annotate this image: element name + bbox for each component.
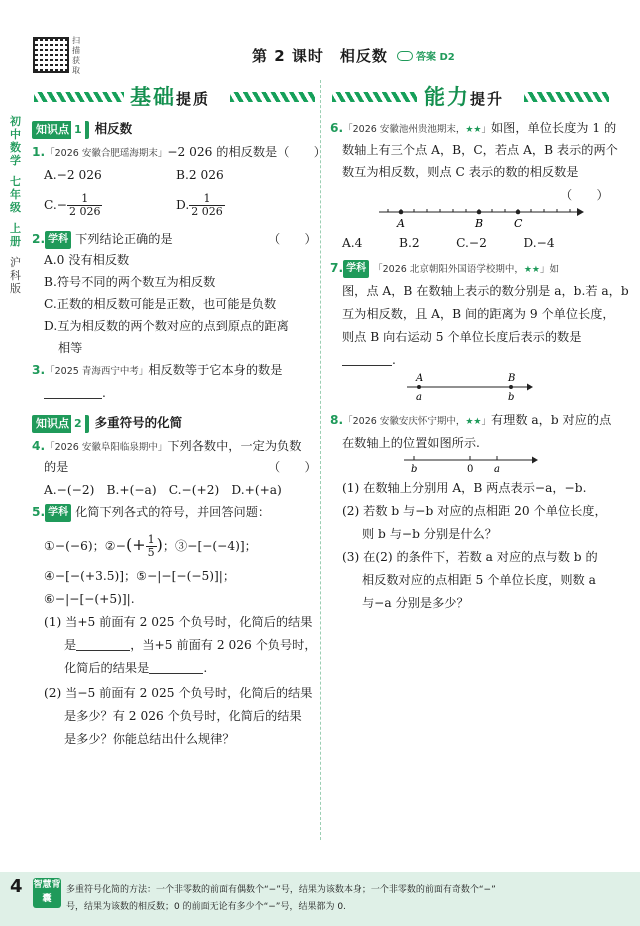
q6-options[interactable]: A.4 B.2 C.−2 D.−4: [342, 236, 555, 250]
q7-number-line: [405, 370, 535, 404]
kp1-badge: 知识点 1: [32, 121, 89, 139]
q5-part1-line3[interactable]: 化简后的结果是 .: [64, 661, 208, 675]
q6-stem: 6.「2026 安徽池州贵池期末，★★」如图，单位长度为 1 的: [330, 121, 617, 135]
q7-label-b: b: [508, 392, 515, 403]
q5-part2-line3: 是多少？你能总结出什么规律？: [64, 732, 235, 746]
band-advance-main: 能力: [424, 85, 470, 109]
q1-option-c[interactable]: C.− $\frac{1}{2 026}$: [44, 192, 101, 218]
q5-row2: ④−[−(+3.5)]；⑤−|−[−(−5)]|；: [44, 569, 236, 583]
q7-line2: 图，点 A，B 在数轴上表示的数分别是 a，b.若 a，b: [342, 284, 629, 298]
band-advance: [328, 80, 613, 114]
q7-point-a: [417, 385, 421, 389]
q1-option-a[interactable]: A.−2 026: [44, 168, 102, 182]
band-basic-title: [130, 81, 210, 111]
q8-line2: 在数轴上的位置如图所示.: [342, 436, 480, 450]
q5-part1-line1: (1) 当+5 前面有 2 025 个负号时，化简后的结果: [44, 615, 313, 629]
q8-part2-line2: 则 b 与−b 分别是什么？: [362, 527, 497, 541]
q7-stem: 7. 学科 「2026 北京朝阳外国语学校期中，★★」如: [330, 259, 559, 279]
side-grade: 初中数学: [10, 115, 21, 167]
q8-part1: (1) 在数轴上分别用 A，B 两点表示−a，−b.: [342, 481, 587, 495]
q6-label-b: B: [475, 217, 484, 230]
footer-tip-line1: 多重符号化简的方法：一个非零数的前面有偶数个“−”号，结果为该数本身；一个非零数的前面有奇数个“−”: [66, 885, 496, 895]
q6-number-line: [375, 200, 585, 230]
q6-label-a: A: [397, 217, 405, 230]
q2-answer-paren[interactable]: （ ）: [268, 232, 317, 246]
q5-part2-line2: 是多少？有 2 026 个负号时，化简后的结果: [64, 709, 302, 723]
q2-option-a[interactable]: A.0 没有相反数: [44, 253, 130, 267]
q6-point-c: [516, 210, 521, 215]
q5-row1: ①−(−6)；②−(+ $\frac{1}{5}$ )；③−[−(−4)]；: [44, 533, 257, 559]
band-basic: [30, 80, 315, 114]
side-volume: 上册: [10, 222, 21, 248]
q2-option-b[interactable]: B.符号不同的两个数互为相反数: [44, 275, 216, 289]
q7-line4: 则点 B 向右运动 5 个单位长度后表示的数是: [342, 330, 582, 344]
band-basic-main: 基础: [130, 85, 176, 109]
q5-part1-line2[interactable]: 是 ，当+5 前面有 2 026 个负号时，: [64, 638, 317, 652]
q8-label-a: a: [494, 464, 500, 475]
q6-point-a: [399, 210, 404, 215]
footer-tip: [66, 882, 626, 916]
q3-stem: 3.「2025 青海西宁中考」相反数等于它本身的数是: [32, 363, 283, 377]
footer-tip-line2: 号，结果为该数的相反数；0 的前面无论有多少个“−”号，结果都为 0.: [66, 902, 346, 912]
band-basic-sub: 提质: [176, 90, 211, 108]
q4-options[interactable]: A.−(−2) B.+(−a) C.−(+2) D.+(+a): [44, 483, 282, 497]
q7-label-B: B: [508, 373, 516, 384]
q8-part3-line1: (3) 在(2) 的条件下，若数 a 对应的点与数 b 的: [342, 550, 598, 564]
q8-label-zero: 0: [467, 464, 474, 475]
column-divider: [320, 80, 321, 840]
kp2-heading: [32, 414, 182, 433]
q4-stem-cont: 的是: [44, 460, 69, 474]
q1-stem: 1.「2026 安徽合肥瑶海期末」−2 026 的相反数是（ ）: [32, 145, 326, 159]
q6-line2: 数轴上有三个点 A，B，C，若点 A，B 表示的两个: [342, 143, 618, 157]
q5-stem: 5. 学科 化简下列各式的符号，并回答问题：: [32, 503, 270, 522]
q5-part2-line1: (2) 当−5 前面有 2 025 个负号时，化简后的结果: [44, 686, 313, 700]
q2-option-c[interactable]: C.正数的相反数可能是正数，也可能是负数: [44, 297, 277, 311]
q6-answer-paren[interactable]: （ ）: [560, 188, 609, 202]
q7-answer-line[interactable]: .: [342, 351, 396, 369]
side-edition: 沪科版: [10, 256, 21, 295]
q4-answer-paren[interactable]: （ ）: [268, 460, 317, 474]
kp1-heading: [32, 120, 132, 139]
kp2-title: 多重符号的化简: [94, 415, 183, 430]
band-stripes-left: [34, 92, 124, 102]
q1-option-b[interactable]: B.2 026: [176, 168, 224, 182]
q8-label-b: b: [411, 464, 418, 475]
band-advance-title: [424, 81, 504, 111]
answer-ref-text: 答案 D2: [416, 52, 455, 63]
q1-option-d[interactable]: D. $\frac{1}{2 026}$: [176, 192, 223, 218]
band-advance-sub: 提升: [470, 90, 505, 108]
q7-point-b: [509, 385, 513, 389]
band-stripes-right2: [524, 92, 609, 102]
band-stripes-left2: [332, 92, 417, 102]
kp2-badge: 知识点 2: [32, 415, 89, 433]
q8-stem: 8.「2026 安徽安庆怀宁期中，★★」有理数 a，b 对应的点: [330, 413, 612, 427]
answer-icon: [397, 51, 413, 61]
page-number: 4: [10, 876, 23, 897]
q6-label-c: C: [514, 217, 523, 230]
qr-caption: 扫描获取: [72, 36, 80, 75]
q2-option-d[interactable]: D.互为相反数的两个数对应的点到原点的距离: [44, 319, 289, 333]
q8-part2-line1: (2) 若数 b 与−b 对应的点相距 20 个单位长度，: [342, 504, 607, 518]
band-stripes-right: [230, 92, 315, 102]
answer-reference: [397, 48, 455, 63]
q6-point-b: [477, 210, 482, 215]
q5-row3: ⑥−|−[−(+5)]|.: [44, 592, 135, 606]
q2-stem: 2. 学科 下列结论正确的是: [32, 230, 173, 249]
q2-option-d-cont: 相等: [58, 341, 83, 355]
q8-part3-line3: 与−a 分别是多少？: [362, 596, 469, 610]
kp1-title: 相反数: [94, 121, 133, 136]
q6-line3: 数互为相反数，则点 C 表示的数的相反数是: [342, 165, 579, 179]
q7-label-a: a: [416, 392, 422, 403]
side-label: [10, 115, 24, 303]
q8-number-line: [402, 452, 542, 478]
q8-part3-line2: 相反数对应的点相距 5 个单位长度，则数 a: [362, 573, 596, 587]
q7-line3: 互为相反数，且 A，B 间的距离为 9 个单位长度，: [342, 307, 615, 321]
q3-answer-line[interactable]: .: [44, 384, 106, 402]
lesson-title: 第 2 课时 相反数: [252, 47, 388, 65]
tip-badge: 智慧背囊: [33, 878, 61, 908]
q7-label-A: A: [416, 373, 424, 384]
q4-stem: 4.「2026 安徽阜阳临泉期中」下列各数中，一定为负数: [32, 439, 302, 453]
side-year: 七年级: [10, 175, 21, 214]
